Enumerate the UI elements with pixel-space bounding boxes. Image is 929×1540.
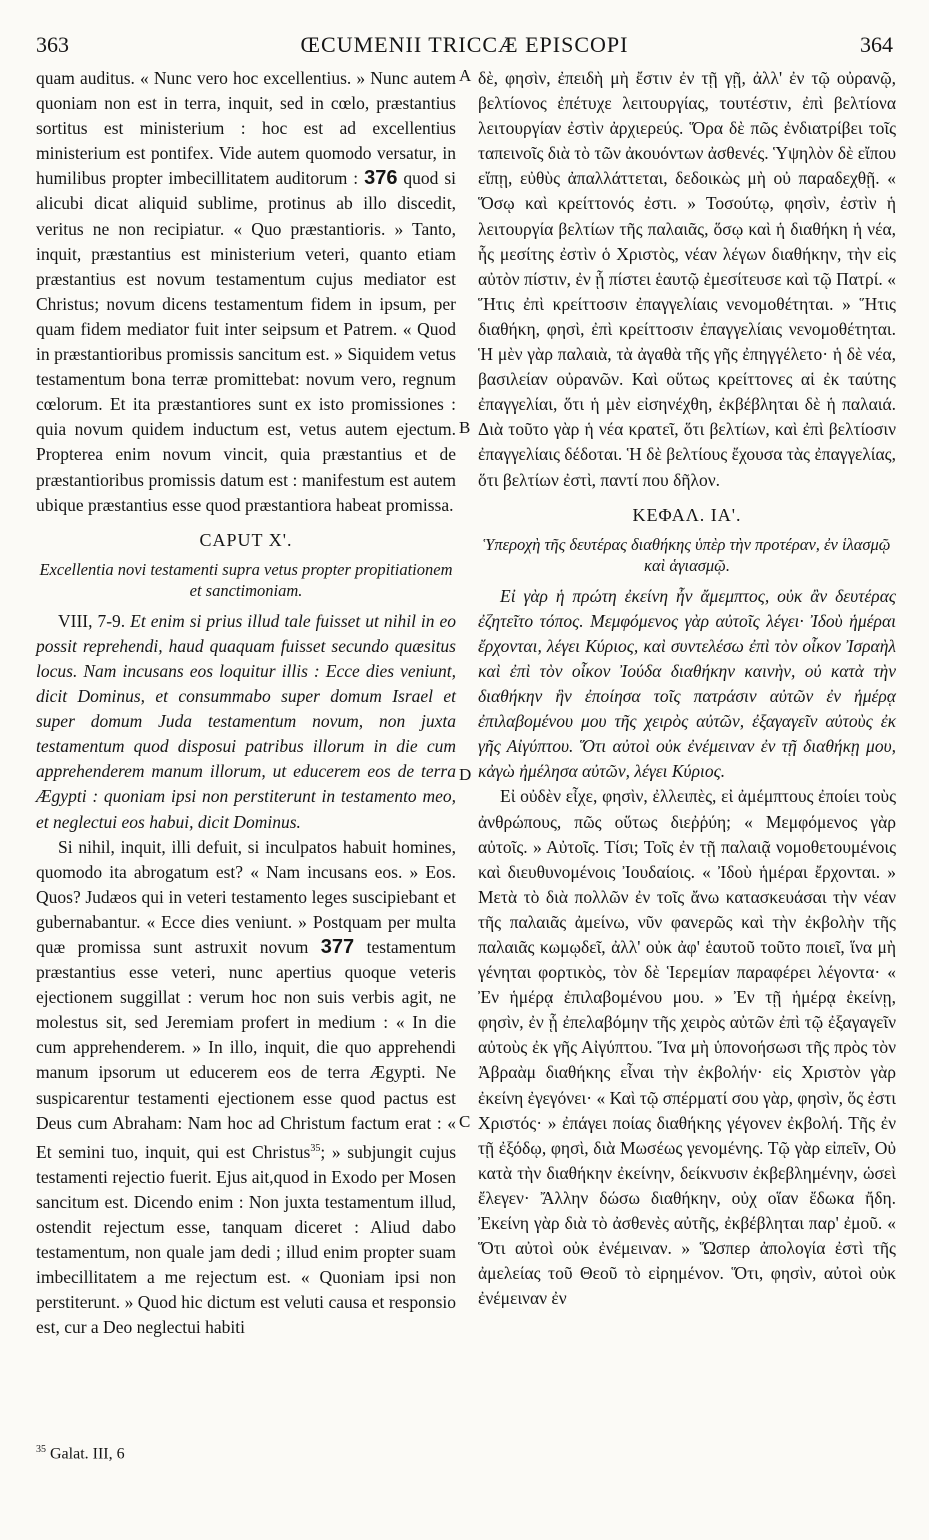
page-number-left: 363	[36, 32, 69, 57]
margin-letter-a: A	[459, 66, 472, 85]
running-title: ŒCUMENII TRICCÆ EPISCOPI	[300, 32, 629, 57]
verse-reference: VIII, 7-9.	[58, 610, 126, 631]
margin-letter-d: D	[459, 765, 472, 784]
margin-letter-b: B	[459, 418, 471, 437]
page-header	[36, 32, 893, 62]
chapter-summary-greek: Ὑπεροχὴ τῆς δευτέρας διαθήκης ὑπὲρ τὴν προτέραν, ἐν ἱλασμῷ καὶ ἁγιασμῷ.	[483, 534, 891, 575]
latin-text: quod si alicubi dicat aliquid sublime, protinus ab illo discedit, veritus ne non recipiatur. « Quo præstantioris. » Tanto, inquit, præstantius est ministerium veteri, quanto etiam præstantius est novum testamentum cujus mediator est Christus; novum dicens testamentum fidem in ipsum, per quam fidem mediator fuit inter seipsum et Patrem. « Quod in præstantioribus promissis sancitum est. » Siquidem vetus testamentum bona terræ promittebat: novum vero, regnum cœlorum. Et ita præstantiores sunt ex isto promissiones : quia novum quidem inductum est, vetus autem ejectum. Propterea enim novum vincit, quia præstantius et de præstantioribus promissis datum est : manifestum est autem ubique præstantius esse quod præstantiora habeat promissa.	[36, 168, 456, 515]
verse-text: Et enim si prius illud tale fuisset ut nihil in eo possit reprehendi, haud quaquam fuisset secundo quæsitus locus. Nam incusans eos loquitur illis : Ecce dies veniunt, dicit Dominus, et consummabo super domum Israel et super domum Juda testamentum novum, non juxta testamentum quod disposui patribus illorum in die cum apprehenderem manum illorum, ut educerem eos de terra Ægypti : quoniam ipsi non perstiterunt in testamento meo, et neglectui eos habui, dicit Dominus.	[36, 610, 457, 832]
latin-text: Si nihil, inquit, illi defuit, si inculpatos habuit homines, quomodo ita abrogatum est? « Nam incusans eos. » Eos. Quos? Judæos qui in veteri testamento leges suscipiebant et gubernabantur. « Ecce dies veniunt. » Postquam per multa quæ promissa sunt astruxit novum	[36, 836, 456, 957]
latin-column	[36, 66, 456, 1340]
chapter-heading-latin: CAPUT X'.	[199, 529, 293, 550]
column-number: 376	[364, 167, 398, 190]
footnote-number: 35	[36, 1444, 46, 1455]
greek-verse: Εἰ γὰρ ἡ πρώτη ἐκείνη ἦν ἄμεμπτος, οὐκ ἂν δευτέρας ἐζητεῖτο τόπος. Μεμφόμενος γὰρ αὐτοῖς λέγει· Ἰδοὺ ἡμέραι ἔρχονται, λέγει Κύριος, καὶ συντελέσω ἐπὶ τὸν οἶκον Ἰσραὴλ καὶ ἐπὶ τὸν οἶκον Ἰούδα διαθήκην καινὴν, οὐ κατὰ τὴν διαθήκην ἣν ἐποίησα τοῖς πατράσιν αὐτῶν ἐν ἡμέρᾳ ἐπιλαβομένου μου τῆς χειρὸς αὐτῶν, ἐξαγαγεῖν αὐτοὺς ἐκ γῆς Αἰγύπτου. Ὅτι αὐτοὶ οὐκ ἐνέμειναν ἐν τῇ διαθήκῃ μου, κἀγὼ ἠμέλησα αὐτῶν, λέγει Κύριος.	[478, 585, 896, 782]
footnote	[36, 1444, 125, 1463]
chapter-heading-greek: ΚΕΦΑΛ. ΙΑ'.	[632, 504, 742, 525]
column-number: 377	[320, 936, 355, 958]
latin-paragraph-1	[36, 66, 456, 518]
latin-text: testamentum præstantius esse veteri, nunc apertius quoque veteris ejectionem suggillat : verum hoc non suis verbis agit, ne molestus sit, sed Jeremiam profert in medium : « In die cum apprehenderem. » In illo, inquit, die quo apprehendi manum ipsorum ut educerem eos de terra Ægypti. Ne suspicarentur testamenti ejectionem esse quod pactus est Deus cum Abraham: Nam hoc ad Christum factum erat : « Et semini tuo, inquit, qui est Christus	[36, 937, 457, 1162]
chapter-summary-latin: Excellentia novi testamenti supra vetus propter propitiationem et sanctimoniam.	[39, 559, 453, 600]
latin-paragraph-2	[36, 835, 456, 1341]
latin-verse	[36, 609, 456, 835]
footnote-marker: 35	[310, 1142, 321, 1154]
latin-text: ; » subjungit cujus testamenti rejectio fuerit. Ejus ait,quod in Exodo per Mosen sancitum est. Dicendo enim : Non juxta testamentum illud, ostendit rejectum esse, tanquam diceret : Aliud dabo testamentum, non quale jam dedi ; illud enim propter suam imbecillitatem a me rejectum est. « Quoniam ipsi non perstiterunt. » Quod hic dictum est veluti causa et responsio est, cur a Deo neglectui habiti	[36, 1141, 457, 1338]
greek-paragraph-1: δὲ, φησὶν, ἐπειδὴ μὴ ἔστιν ἐν τῇ γῇ, ἀλλ' ἐν τῷ οὐρανῷ, βελτίονος ἐπέτυχε λειτουργίας, τουτέστιν, ἐπὶ βελτίονα λειτουργίαν ἐστὶν ἀρχιερεύς. Ὅρα δὲ πῶς ἐνδιατρίβει τοῖς ταπεινοῖς διὰ τὸ τῶν ἀκουόντων ἀσθενές. Ὑψηλὸν δὲ εἴπου εἴπῃ, εὐθὺς ἀπαλλάττεται, δεδοικὼς μὴ οὐ παραδεχθῇ. « Ὅσῳ καὶ κρείττονός ἐστι. » Τοσούτῳ, φησὶν, ἐστὶν ἡ λειτουργία βελτίων τῆς παλαιᾶς, ὅσῳ καὶ ἡ διαθήκη ἡ νέα, ἧς μεσίτης ἐστὶν ὁ Χριστὸς, νέαν λέγων διαθήκην, τὴν εἰς αὐτὸν πίστιν, ἐν ᾗ πίστει ἑαυτῷ ἐμεσίτευσε καὶ τῷ Πατρί. « Ἥτις ἐπὶ κρείττοσιν ἐπαγγελίαις νενομοθέτηται. » Ἥτις διαθήκη, φησὶ, ἐπὶ κρείττοσιν ἐπαγγελίαις νενομοθέτηται. Ἡ μὲν γὰρ παλαιὰ, τὰ ἀγαθὰ τῆς γῆς ἐπηγγέλετο· ἡ δὲ νέα, βασιλείαν οὐρανῶν. Καὶ οὕτως κρείττονες αἱ ἐκ ταύτης ἐπαγγελίαι, ὅτι ἡ μὲν εἰσηνέχθη, ἐκβέβληται δὲ ἡ παλαιά. Διὰ τοῦτο γὰρ ἡ νέα κρατεῖ, ὅτι βελτίων, καὶ ἐπὶ βελτίοσιν ἐπαγγελίαις δέδοται. Ἡ δὲ βελτίους ἔχουσα τὰς ἐπαγγελίας, ὅτι βελτίων ἐστὶ, παντί που δῆλον.	[478, 68, 897, 490]
page-number-right: 364	[860, 32, 893, 57]
latin-text: quam auditus. « Nunc vero hoc excellentius. » Nunc autem quoniam non est in terra, inquit, sed in cœlo, præstantius sortitus est ministerium : hoc est ad excellentius ministerium est pontifex. Vide autem quomodo versatur, in humilibus propter imbecillitatem auditorum :	[36, 68, 456, 189]
margin-letter-c: C	[459, 1112, 471, 1131]
footnote-text: Galat. III, 6	[50, 1445, 125, 1463]
greek-paragraph-2: Εἰ οὐδὲν εἶχε, φησὶν, ἐλλειπὲς, εἰ ἀμέμπτους ἐποίει τοὺς ἀνθρώπους, πῶς οὕτως διεῤῥύη; « Μεμφόμενος γὰρ αὐτοῖς. » Αὐτοῖς. Τίσι; Τοῖς ἐν τῇ παλαιᾷ νομοθετουμένοις καὶ διευθυνομένοις Ἰουδαίοις. « Ἰδοὺ ἡμέραι ἔρχονται. » Μετὰ τὸ διὰ πολλῶν ἐν τοῖς ἄνω κατασκευάσαι τὴν νέαν τῆς παλαιᾶς ἀμείνω, νῦν φανερῶς καὶ τὴν ἐκβολὴν τῆς παλαιᾶς κωμῳδεῖ, ἀλλ' οὐκ ἀφ' ἑαυτοῦ τοῦτο ποιεῖ, ἵνα μὴ γένηται φορτικὸς, τὸν δὲ Ἱερεμίαν παραφέρει λέγοντα· « Ἐν ἡμέρᾳ ἐπιλαβομένου μου. » Ἐν τῇ ἡμέρᾳ ἐκείνῃ, φησὶν, ἐν ᾗ ἐπελαβόμην τῆς χειρὸς αὐτῶν ἐπὶ τῷ ἐξαγαγεῖν αὐτοὺς ἐκ γῆς Αἰγύπτου. Ἵνα μὴ ὑπονοήσωσι τῆς πρὸς τὸν Ἀβραὰμ διαθήκης εἶναι τὴν ἐκβολήν· εἰς Χριστὸν γὰρ ἐκείνη ἐγεγόνει· « Καὶ τῷ σπέρματί σου γὰρ, φησὶν, ὅς ἐστι Χριστός· » ἐπάγει ποίας διαθήκης γέγονεν ἐκβολή. Τῆς ἐν τῇ ἐξόδῳ, φησὶ, διὰ Μωσέως γενομένης. Τῷ γὰρ εἰπεῖν, Οὐ κατὰ τὴν διαθήκην ἐκείνην, δείκνυσιν ἐκβεβλημένην, ὡσεὶ ἔλεγεν· Ἄλλην δώσω διαθήκην, οὐχ οἵαν ἔδωκα ἤδη. Ἐκείνη γὰρ διὰ τὸ ἀσθενὲς αὐτῆς, ἐκβέβληται παρ' ἐμοῦ. « Ὅτι αὐτοὶ οὐκ ἐνέμειναν. » Ὥσπερ ἀπολογία ἐστὶ τῆς ἀμελείας τοῦ Θεοῦ τὸ εἰρημένον. Ὅτι, φησὶν, αὐτοὶ οὐκ ἐνέμειναν ἐν	[478, 786, 897, 1309]
greek-column	[478, 66, 896, 1311]
